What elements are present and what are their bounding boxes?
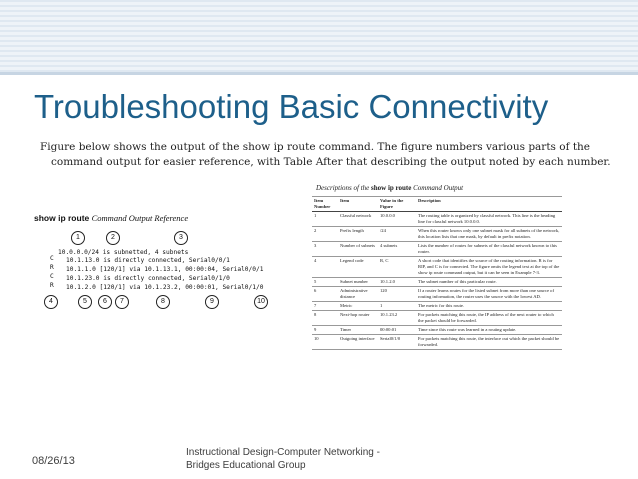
command-output-figure [28,207,286,311]
figure-title-command: show ip route [34,213,90,223]
table-row: 2 Prefix length /24 When this router knows only one subnet mask for all subnets of the network, this location lists that one mask, by default in prefix notation. [312,227,562,242]
legend-codes [50,254,58,290]
callout-3: 3 [174,231,188,245]
callout-2: 2 [106,231,120,245]
route-line-heading: 10.0.0.0/24 is subnetted, 4 subnets [58,249,189,256]
figure-title [34,213,188,223]
legend-code: C [50,273,54,280]
table-title: Descriptions of the show ip route Command Output [316,184,464,192]
column-header: Description [416,197,562,212]
footer-credit [186,446,380,472]
callout-10: 10 [254,295,268,309]
header-band [0,0,638,72]
column-header: Item Number [312,197,338,212]
slide-intro-text: Figure below shows the output of the show ip route command. The figure numbers various parts of the command output for easier reference, with Table After that describing the output noted by each number. [40,141,611,168]
table-row: 1 Classful network 10.0.0.0 The routing table is organized by classful network. This line is the heading line for classful network 10.0.0.0. [312,212,562,227]
footer-date: 08/26/13 [32,455,75,467]
table-row: 8 Next-hop router 10.1.23.2 For packets matching this route, the IP address of the next router to which the packet should be forwarded. [312,311,562,326]
callout-7: 7 [115,295,129,309]
legend-code: C [50,255,54,262]
route-line: 10.1.23.0 is directly connected, Serial0/1/0 [66,275,230,282]
table-header-row [312,197,562,212]
legend-code: R [50,282,54,289]
column-header: Value in the Figure [378,197,416,212]
table-row: 3 Number of subnets 4 subnets Lists the number of routes for subnets of the classful network known to this router. [312,242,562,257]
table-row: 6 Administrative distance 120 If a router learns routes for the listed subnet from more than one source of routing information, the router uses the source with the lowest AD. [312,287,562,302]
figure-title-caption: Command Output Reference [91,213,189,223]
legend-code: R [50,264,54,271]
column-header: Item [338,197,378,212]
callout-8: 8 [156,295,170,309]
table-row: 9 Timer 00:00:01 Time since this route was learned in a routing update. [312,326,562,335]
table-row: 10 Outgoing interface Serial0/1/0 For packets matching this route, the interface out which the packet should be forwarded. [312,335,562,350]
description-table [312,196,562,350]
table-row: 7 Metric 1 The metric for this route. [312,302,562,311]
callout-1: 1 [71,231,85,245]
callout-4: 4 [44,295,58,309]
callout-5: 5 [78,295,92,309]
description-table-image [296,180,606,425]
callout-9: 9 [205,295,219,309]
slide-title: Troubleshooting Basic Connectivity [34,88,549,125]
table-row: 5 Subnet number 10.1.2.0 The subnet number of this particular route. [312,278,562,287]
route-line: 10.1.2.0 [120/1] via 10.1.23.2, 00:00:01, Serial0/1/0 [66,284,264,291]
route-line: 10.1.1.0 [120/1] via 10.1.13.1, 00:00:04, Serial0/0/1 [66,266,264,273]
callout-6: 6 [98,295,112,309]
footer-credit-line-2: Bridges Educational Group [186,460,306,471]
header-divider [0,72,638,75]
footer-credit-line-1: Instructional Design-Computer Networking - [186,447,380,458]
route-line: 10.1.13.0 is directly connected, Serial0/0/1 [66,257,230,264]
table-row: 4 Legend code R, C A short code that identifies the source of the routing information. R is for RIP, and C is for connected. The figure omits the legend text at the top of the show ip route command output, but it can be seen in Example 7-3. [312,257,562,278]
